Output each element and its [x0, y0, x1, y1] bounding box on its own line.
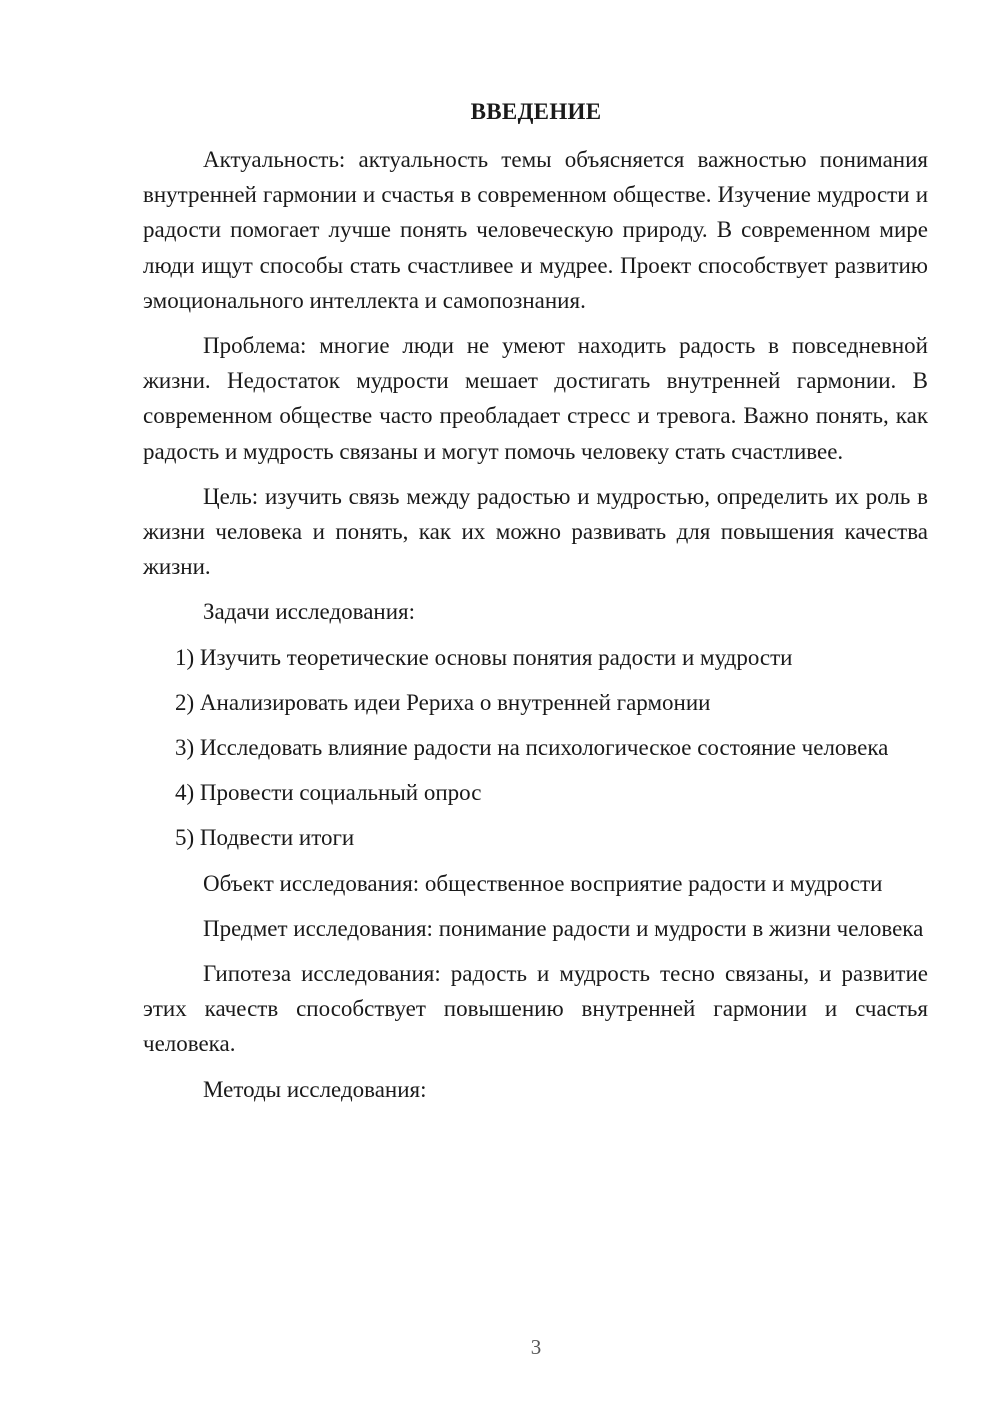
paragraph-goal: Цель: изучить связь между радостью и мудростью, определить их роль в жизни человека и понять, как их можно развивать для повышения качества жизни. [143, 483, 928, 580]
paragraph-problem: Проблема: многие люди не умеют находить радость в повседневной жизни. Недостаток мудрости мешает достигать внутренней гармонии. В современном обществе часто преобладает стресс и тревога. Важно понять, как радость и мудрость связаны и могут помочь человеку стать счастливее. [143, 333, 928, 464]
task-item-5: 5) Подвести итоги [175, 825, 355, 851]
paragraph-hypothesis: Гипотеза исследования: радость и мудрость тесно связаны, и развитие этих качеств способствует повышению внутренней гармонии и счастья человека. [143, 961, 928, 1057]
task-item-2: 2) Анализировать идеи Рериха о внутренней гармонии [175, 689, 711, 715]
task-item-4: 4) Провести социальный опрос [175, 780, 482, 806]
document-body [143, 142, 928, 1117]
paragraph-relevance: Актуальность: актуальность темы объясняется важностью понимания внутренней гармонии и счастья в современном обществе. Изучение мудрости и радости помогает лучше понять человеческую природу. В современном мире люди ищут способы стать счастливее и мудрее. Проект способствует развитию эмоционального интеллекта и самопознания. [143, 147, 928, 313]
page-number: 3 [530, 1335, 542, 1359]
paragraph-object: Объект исследования: общественное восприятие радости и мудрости [203, 870, 883, 896]
task-item-3: 3) Исследовать влияние радости на психологическое состояние человека [175, 735, 889, 761]
page-title: ВВЕДЕНИЕ [470, 99, 602, 124]
paragraph-methods: Методы исследования: [203, 1076, 427, 1102]
paragraph-subject: Предмет исследования: понимание радости и мудрости в жизни человека [203, 915, 924, 941]
task-item-1: 1) Изучить теоретические основы понятия радости и мудрости [175, 644, 793, 670]
paragraph-tasks-heading: Задачи исследования: [203, 599, 416, 625]
